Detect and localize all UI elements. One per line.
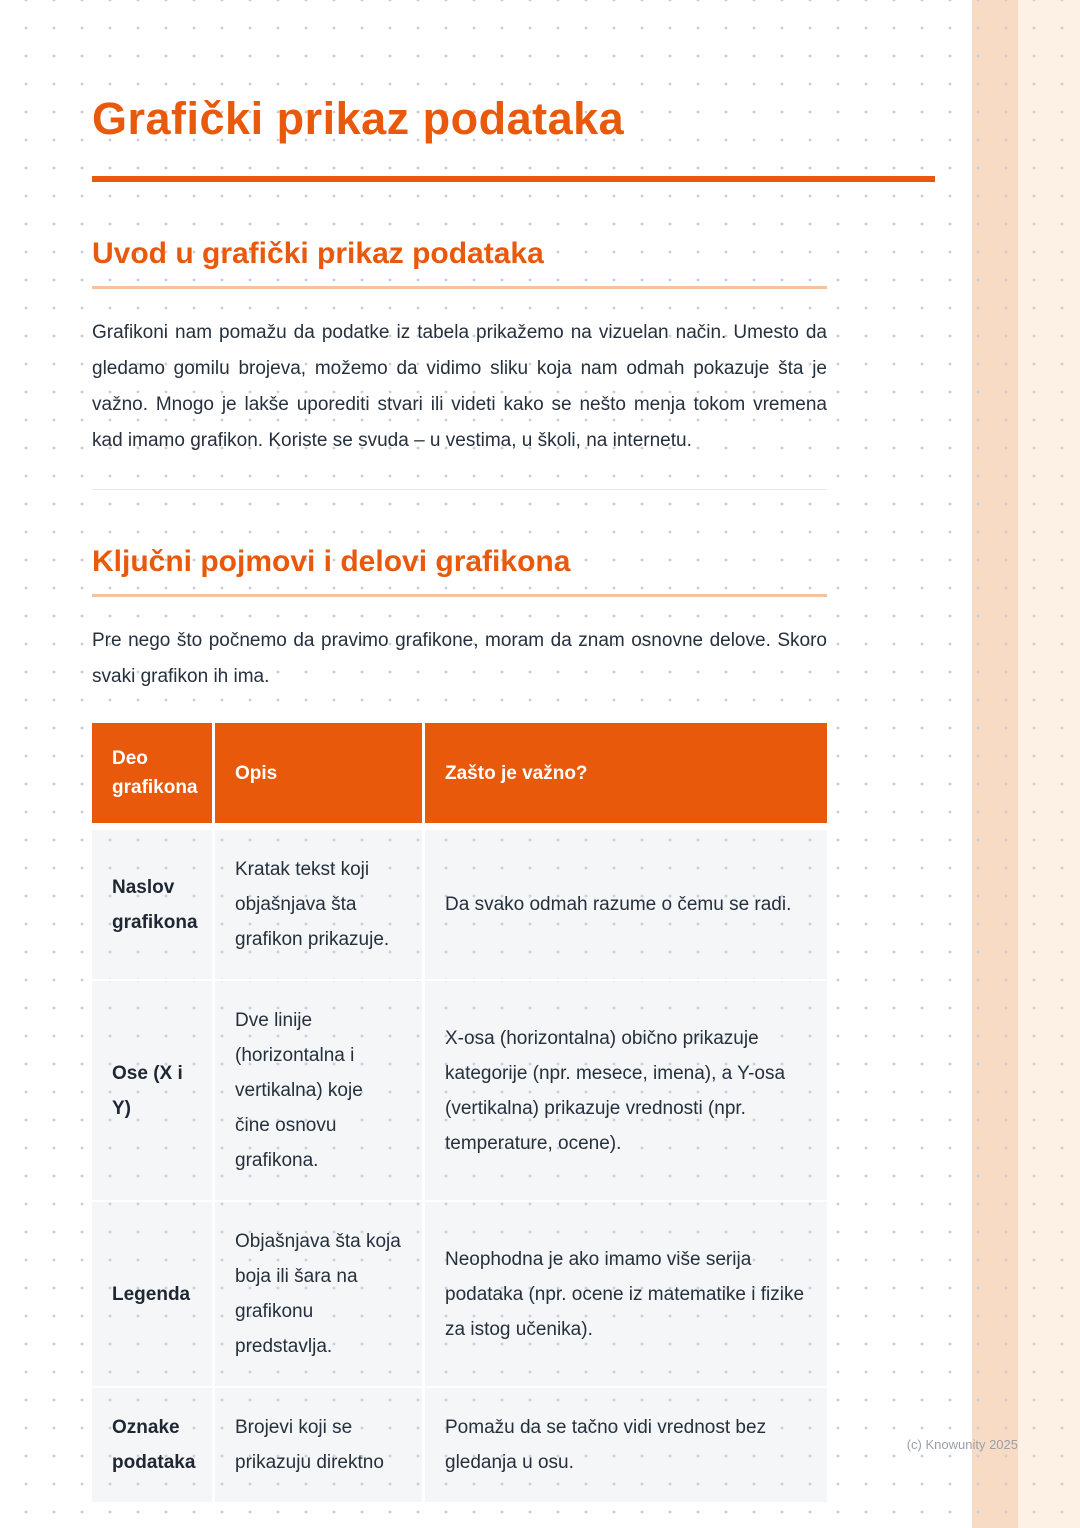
cell-part-name: Naslov grafikona — [92, 830, 215, 981]
parts-table — [92, 723, 827, 1504]
cell-description: Brojevi koji se prikazuju direktno — [215, 1388, 425, 1504]
document-content — [92, 0, 827, 1504]
table-row-naslov — [92, 830, 827, 981]
cell-importance: Da svako odmah razume o čemu se radi. — [425, 830, 827, 981]
section-rule — [92, 594, 827, 597]
table-header-row — [92, 723, 827, 830]
cell-part-name: Legenda — [92, 1202, 215, 1388]
table-header-zasto-je-vazno: Zašto je važno? — [425, 723, 827, 830]
pojmovi-paragraph: Pre nego što počnemo da pravimo grafikone, moram da znam osnovne delove. Skoro svaki grafikon ih ima. — [92, 630, 827, 687]
cell-description: Dve linije (horizontalna i vertikalna) koje čine osnovu grafikona. — [215, 981, 425, 1202]
cell-importance: Neophodna je ako imamo više serija podataka (npr. ocene iz matematike i fizike za istog učenika). — [425, 1202, 827, 1388]
table-header-deo-grafikona: Deo grafikona — [92, 723, 215, 830]
section-heading-pojmovi: Ključni pojmovi i delovi grafikona — [92, 545, 571, 578]
title-rule — [92, 176, 935, 182]
page-title: Grafički prikaz podataka — [92, 93, 625, 144]
table-row-oznake — [92, 1388, 827, 1504]
copyright-note: (c) Knowunity 2025 — [906, 1437, 1018, 1452]
cell-description: Objašnjava šta koja boja ili šara na grafikonu predstavlja. — [215, 1202, 425, 1388]
section-heading-uvod: Uvod u grafički prikaz podataka — [92, 237, 544, 270]
table-row-legenda — [92, 1202, 827, 1388]
cell-part-name: Ose (X i Y) — [92, 981, 215, 1202]
cell-importance: Pomažu da se tačno vidi vrednost bez gledanja u osu. — [425, 1388, 827, 1504]
intro-paragraph: Grafikoni nam pomažu da podatke iz tabela prikažemo na vizuelan način. Umesto da gledamo gomilu brojeva, možemo da vidimo sliku koja nam odmah pokazuje šta je važno. Mnogo je lakše uporediti stvari ili videti kako se nešto menja tokom vremena kad imamo grafikon. Koriste se svuda – u vestima, u školi, na internetu. — [92, 322, 827, 451]
table-row-ose — [92, 981, 827, 1202]
cell-description: Kratak tekst koji objašnjava šta grafikon prikazuje. — [215, 830, 425, 981]
section-divider — [92, 489, 827, 490]
cell-part-name: Oznake podataka — [92, 1388, 215, 1504]
table-header-opis: Opis — [215, 723, 425, 830]
section-rule — [92, 286, 827, 289]
cell-importance: X-osa (horizontalna) obično prikazuje kategorije (npr. mesece, imena), a Y-osa (vertikalna) prikazuje vrednosti (npr. temperature, ocene). — [425, 981, 827, 1202]
